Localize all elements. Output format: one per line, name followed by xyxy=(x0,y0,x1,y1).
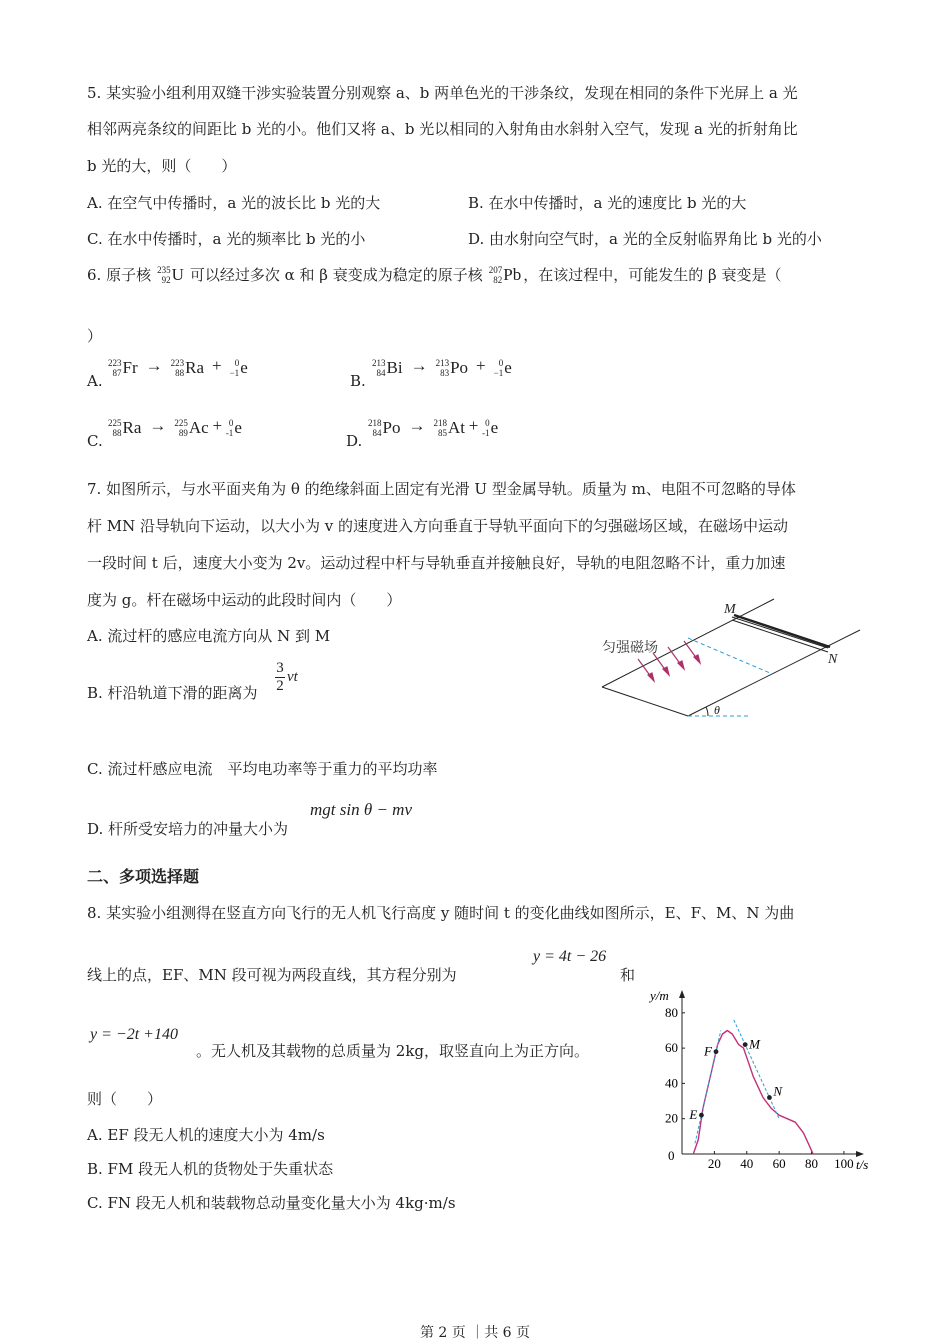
q7-stem-line4: 度为 g。杆在磁场中运动的此段时间内（ ） xyxy=(87,591,402,609)
x-tick-label: 20 xyxy=(707,1156,721,1171)
label-n: N xyxy=(828,652,838,667)
q5-option-c: C. 在水中传播时，a 光的频率比 b 光的小 xyxy=(87,230,366,248)
rod-mn xyxy=(734,615,830,647)
q6-mid: 可以经过多次 α 和 β 衰变成为稳定的原子核 xyxy=(189,266,483,284)
q8-equation-ef: y = 4t − 26 xyxy=(533,948,607,965)
x-tick-label: 100 xyxy=(834,1156,854,1171)
q7-option-c: C. 流过杆感应电流 平均电功率等于重力的平均功率 xyxy=(87,760,438,778)
point-m xyxy=(743,1042,748,1047)
q7-stem-line3: 一段时间 t 后，速度大小变为 2v。运动过程中杆与导轨垂直并接触良好，导轨的电阻忽略不计，重力加速 xyxy=(87,554,786,572)
field-boundary-dashed xyxy=(688,638,770,673)
q7-option-b-expr: $\frac{3}{2}$ vt xyxy=(276,660,298,694)
q5-option-a: A. 在空气中传播时，a 光的波长比 b 光的大 xyxy=(87,194,381,212)
rail-left xyxy=(602,687,688,716)
q6-option-d-label: D. xyxy=(346,432,363,450)
q7-option-b: B. 杆沿轨道下滑的距离为 xyxy=(87,684,258,702)
q8-option-c: C. FN 段无人机和装载物总动量变化量大小为 4kg·m/s xyxy=(87,1194,456,1212)
label-m: M xyxy=(724,602,736,617)
field-label: 匀强磁场 xyxy=(602,640,658,656)
q8-stem-line2a: 线上的点，EF、MN 段可视为两段直线，其方程分别为 xyxy=(87,966,457,984)
q8-height-time-chart xyxy=(648,988,870,1174)
x-tick-label: 60 xyxy=(772,1156,786,1171)
label-theta: θ xyxy=(714,703,720,717)
rod-mn-edge xyxy=(732,620,828,652)
origin-label: 0 xyxy=(668,1148,675,1163)
q8-stem-line3: 。无人机及其载物的总质量为 2kg，取竖直向上为正方向。 xyxy=(196,1042,590,1060)
q6-stem xyxy=(87,264,781,285)
point-f xyxy=(714,1049,719,1054)
q7-figure-incline xyxy=(590,595,870,725)
x-axis-label: t/s xyxy=(856,1157,869,1172)
y-tick-label: 20 xyxy=(665,1110,678,1126)
q6-pre: 6. 原子核 xyxy=(87,266,152,284)
q8-equation-mn: y = −2t +140 xyxy=(90,1026,178,1043)
x-tick-label: 80 xyxy=(805,1156,819,1171)
q6-option-b-label: B. xyxy=(350,372,366,390)
q8-stem-line1: 8. 某实验小组测得在竖直方向飞行的无人机飞行高度 y 随时间 t 的变化曲线如图所示，E、F、M、N 为曲 xyxy=(87,904,795,922)
q7-option-a: A. 流过杆的感应电流方向从 N 到 M xyxy=(87,627,331,645)
nuclide-u235: 235 92 U xyxy=(157,264,184,285)
x-tick-label: 40 xyxy=(740,1156,754,1171)
q7-stem-line2: 杆 MN 沿导轨向下运动，以大小为 v 的速度进入方向垂直于导轨平面向下的匀强磁场区域，在磁场中运动 xyxy=(87,517,789,535)
line-mn-dashed xyxy=(734,1020,779,1119)
q7-option-d-expr: mgt sin θ − mv xyxy=(310,800,412,819)
page-footer: 第 2 页 ｜共 6 页 xyxy=(419,1325,531,1341)
q6-option-d-equation: 218 84 Po → 218 85 At + 0 -1 e xyxy=(368,416,499,438)
q7-option-d: D. 杆所受安培力的冲量大小为 xyxy=(87,820,289,838)
q6-option-c-equation: 225 88 Ra → 225 89 Ac + 0 -1 e xyxy=(108,416,242,438)
point-label-n: N xyxy=(773,1083,783,1099)
q6-option-b-equation: 213 84 Bi → 213 83 Po + 0 −1 e xyxy=(372,356,512,378)
y-axis-arrow xyxy=(679,990,685,998)
q5-option-d: D. 由水射向空气时，a 光的全反射临界角比 b 光的小 xyxy=(468,230,822,248)
q6-option-a-equation: 223 87 Fr → 223 88 Ra + 0 −1 e xyxy=(108,356,248,378)
q5-stem-line1: 5. 某实验小组利用双缝干涉实验装置分别观察 a、b 两单色光的干涉条纹，发现在相同的条件下光屏上 a 光 xyxy=(87,84,798,102)
q8-option-b: B. FM 段无人机的货物处于失重状态 xyxy=(87,1160,334,1178)
q6-option-c-label: C. xyxy=(87,432,103,450)
y-tick-label: 60 xyxy=(665,1040,678,1056)
section-title-multiple-choice: 二、多项选择题 xyxy=(87,867,200,886)
y-axis-label: y/m xyxy=(650,988,669,1003)
q6-post: ，在该过程中，可能发生的 β 衰变是（ xyxy=(523,266,782,284)
point-n xyxy=(767,1095,772,1100)
q5-stem-line3: b 光的大，则（ ） xyxy=(87,157,237,175)
rail-side-edge xyxy=(732,617,828,648)
q8-option-a: A. EF 段无人机的速度大小为 4m/s xyxy=(87,1126,325,1144)
q5-option-b: B. 在水中传播时，a 光的速度比 b 光的大 xyxy=(468,194,747,212)
point-label-m: M xyxy=(749,1036,760,1052)
point-label-f: F xyxy=(704,1043,712,1059)
nuclide-pb207: 207 82 Pb xyxy=(488,264,522,285)
q8-stem-and: 和 xyxy=(620,966,636,984)
q7-stem-line1: 7. 如图所示，与水平面夹角为 θ 的绝缘斜面上固定有光滑 U 型金属导轨。质量为 m、电阻不可忽略的导体 xyxy=(87,480,796,498)
q6-option-a-label: A. xyxy=(87,372,103,390)
y-tick-label: 80 xyxy=(665,1004,678,1020)
point-e xyxy=(699,1113,704,1118)
q5-stem-line2: 相邻两亮条纹的间距比 b 光的小。他们又将 a、b 光以相同的入射角由水斜射入空气，发现 a 光的折射角比 xyxy=(87,120,798,138)
q8-stem-line4: 则（ ） xyxy=(87,1090,163,1108)
point-label-e: E xyxy=(689,1107,698,1123)
q6-close-paren: ） xyxy=(87,327,103,345)
y-tick-label: 40 xyxy=(665,1075,678,1091)
